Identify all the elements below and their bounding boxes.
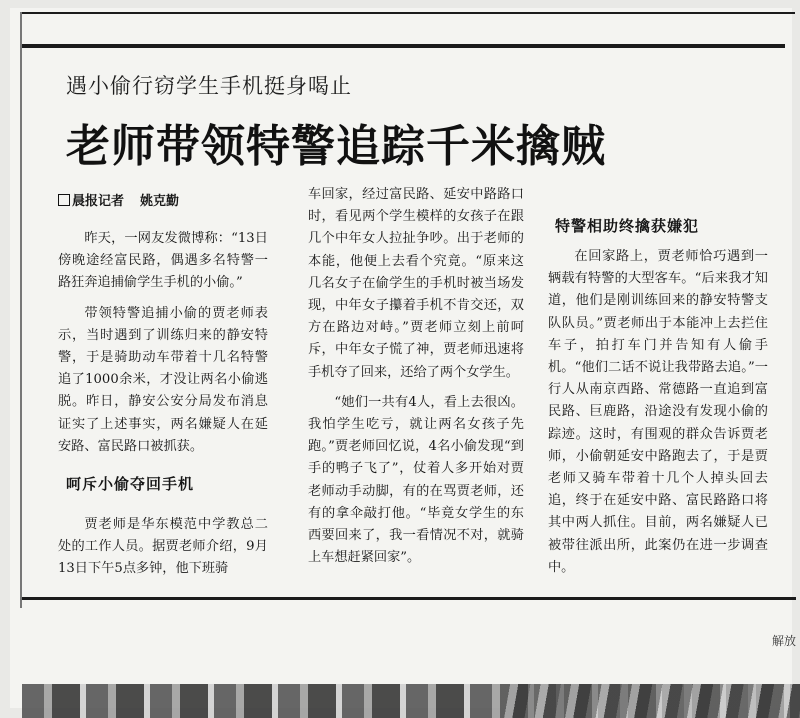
edge-fragment: 解放 bbox=[771, 634, 796, 648]
paragraph: “她们一共有4人，看上去很凶。我怕学生吃亏，就让两名女孩子先跑。”贾老师回忆说，4名小偷发现“到手的鸭子飞了”，仗着人多开始对贾老师动手动脚，有的在骂贾老师，还有的拿伞敲打他。“毕竟女学生的东西要回来了，我一看情况不对，就骑上车想赶紧回家”。 bbox=[308, 394, 524, 566]
left-edge-rule bbox=[20, 12, 22, 608]
byline-label: 晨报记者 bbox=[72, 194, 125, 209]
column-2 bbox=[308, 184, 524, 569]
article-kicker: 遇小偷行窃学生手机挺身喝止 bbox=[66, 74, 352, 98]
subhead-1: 呵斥小偷夺回手机 bbox=[66, 475, 195, 493]
paragraph: 车回家，经过富民路、延安中路路口时，看见两个学生模样的女孩子在跟几个中年女人拉扯争吵。出于老师的本能，他便上去看个究竟。“原来这几名女子在偷学生的手机时被当场发现，中年女子攥着手机不肯交还，双方在路边对峙。”贾老师立刻上前呵斥，中年女子慌了神，贾老师迅速将手机夺了回来，还给了两个女学生。 bbox=[308, 187, 524, 380]
paragraph: 在回家路上，贾老师恰巧遇到一辆载有特警的大型客车。“后来我才知道，他们是刚训练回来的静安特警支队队员。”贾老师出于本能冲上去拦住车子，拍打车门并告知有人偷手机。“他们二话不说让我带路去追。”一行人从南京西路、常德路一直追到富民路、巨鹿路，沿途没有发现小偷的踪迹。这时，有围观的群众告诉贾老师，小偷朝延安中路跑去了，于是贾老师又骑车带着十几个人掉头回去追，终于在延安中路、富民路路口将其中两人抓住。目前，两名嫌疑人已被带往派出所，此案仍在进一步调查中。 bbox=[548, 249, 768, 575]
byline-name: 姚克勤 bbox=[140, 194, 180, 209]
paragraph: 贾老师是华东模范中学教总二处的工作人员。据贾老师介绍，9月13日下午5点多钟，他下班骑 bbox=[58, 517, 268, 577]
column-1 bbox=[58, 228, 268, 458]
article-headline: 老师带领特警追踪千米擒贼 bbox=[66, 121, 606, 172]
byline-box-icon bbox=[58, 194, 70, 206]
byline bbox=[58, 190, 179, 209]
bottom-rule bbox=[22, 597, 796, 600]
subhead-2: 特警相助终擒获嫌犯 bbox=[555, 217, 700, 235]
header-rule-thick bbox=[22, 44, 785, 48]
column-3 bbox=[548, 246, 768, 579]
paragraph: 带领特警追捕小偷的贾老师表示，当时遇到了训练归来的静安特警，于是骑助动车带着十几名特警追了1000余米，才没让两名小偷逃脱。昨日，静安公安分局发布消息证实了上述事实，两名嫌疑人在延安路、富民路口被抓获。 bbox=[58, 305, 268, 454]
top-rule bbox=[20, 12, 795, 14]
column-1-continued bbox=[58, 514, 268, 581]
bottom-ad-strip-right bbox=[500, 684, 800, 718]
paragraph: 昨天，一网友发微博称：“13日傍晚途经富民路，偶遇多名特警一路狂奔追捕偷学生手机的小偷。” bbox=[58, 231, 268, 291]
